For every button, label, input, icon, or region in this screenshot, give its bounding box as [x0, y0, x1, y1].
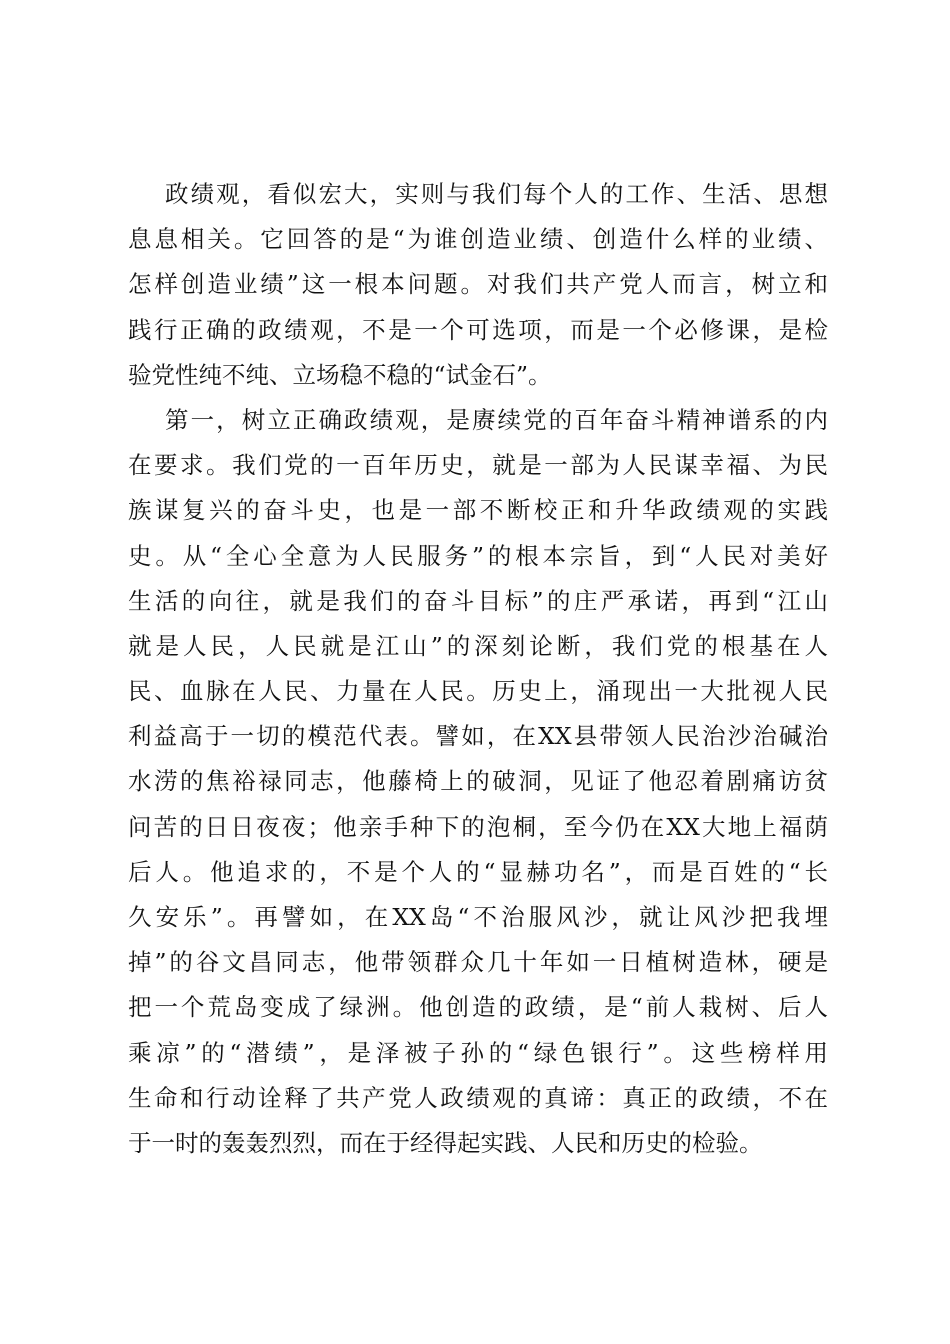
text-line: 乘凉”的“潜绩”，是泽被子孙的“绿色银行”。这些榜样用: [128, 1038, 828, 1067]
text-line: 息息相关。它回答的是“为谁创造业绩、创造什么样的业绩、: [128, 225, 828, 254]
text-line: 史。从“全心全意为人民服务”的根本宗旨，到“人民对美好: [128, 541, 828, 570]
text-line: 就是人民，人民就是江山”的深刻论断，我们党的根基在人: [128, 631, 828, 660]
text-line: 族谋复兴的奋斗史，也是一部不断校正和升华政绩观的实践: [128, 496, 828, 525]
text-line: 在要求。我们党的一百年历史，就是一部为人民谋幸福、为民: [128, 451, 828, 480]
text-line: 政绩观，看似宏大，实则与我们每个人的工作、生活、思想: [165, 180, 828, 208]
text-line: 生活的向往，就是我们的奋斗目标”的庄严承诺，再到“江山: [128, 586, 828, 615]
text-line: 利益高于一切的模范代表。譬如，在XX县带领人民治沙治碱治: [128, 722, 828, 751]
text-line: 水涝的焦裕禄同志，他藤椅上的破洞，见证了他忍着剧痛访贫: [128, 767, 828, 796]
text-line: 于一时的轰轰烈烈，而在于经得起实践、人民和历史的检验。: [128, 1128, 763, 1157]
text-line: 久安乐”。再譬如，在XX岛“不治服风沙，就让风沙把我埋: [128, 903, 828, 931]
text-line: 把一个荒岛变成了绿洲。他创造的政绩，是“前人栽树、后人: [128, 993, 828, 1022]
text-line: 掉”的谷文昌同志，他带领群众几十年如一日植树造林，硬是: [128, 948, 828, 977]
paragraph-2: [128, 398, 828, 1166]
text-line: 验党性纯不纯、立场稳不稳的“试金石”。: [128, 360, 552, 389]
text-line: 第一，树立正确政绩观，是赓续党的百年奋斗精神谱系的内: [165, 405, 828, 434]
text-line: 后人。他追求的，不是个人的“显赫功名”，而是百姓的“长: [128, 857, 828, 886]
text-line: 生命和行动诠释了共产党人政绩观的真谛：真正的政绩，不在: [128, 1083, 828, 1112]
text-line: 怎样创造业绩”这一根本问题。对我们共产党人而言，树立和: [128, 270, 828, 299]
paragraph-1: [128, 172, 828, 398]
text-line: 民、血脉在人民、力量在人民。历史上，涌现出一大批视人民: [128, 677, 828, 706]
text-line: 问苦的日日夜夜；他亲手种下的泡桐，至今仍在XX大地上福荫: [128, 812, 828, 841]
document-body: [128, 172, 828, 1166]
text-line: 践行正确的政绩观，不是一个可选项，而是一个必修课，是检: [128, 315, 828, 344]
